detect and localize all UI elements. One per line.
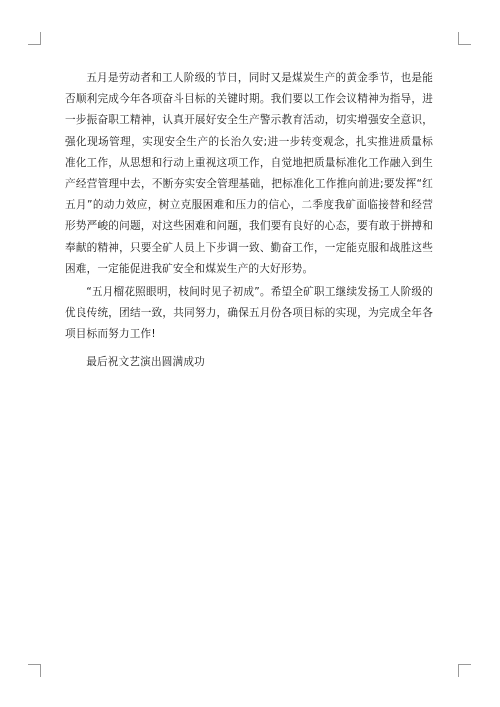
document-body bbox=[65, 68, 433, 375]
corner-mark-top-left bbox=[28, 32, 41, 45]
paragraph-closing: 最后祝文艺演出圆满成功 bbox=[86, 355, 205, 368]
paragraph-main: 五月是劳动者和工人阶级的节日，同时又是煤炭生产的黄金季节，也是能否顺利完成今年各项奋斗目标的关键时期。我们要以工作会议精神为指导，进一步振奋职工精神，认真开展好安全生产警示教育活动，切实增强安全意识，强化现场管理，实现安全生产的长治久安;进一步转变观念，扎实推进质量标准化工作，从思想和行动上重视这项工作，自觉地把质量标准化工作融入到生产经营管理中去，不断夯实安全管理基础，把标准化工作推向前进;要发挥“红五月”的动力效应，树立克服困难和压力的信心，二季度我矿面临接替和经营形势严峻的问题，对这些困难和问题，我们要有良好的心态，要有敢于拼搏和奉献的精神，只要全矿人员上下步调一致、勤奋工作，一定能克服和战胜这些困难，一定能促进我矿安全和煤炭生产的大好形势。 bbox=[65, 72, 433, 275]
corner-mark-bottom-left bbox=[28, 664, 41, 677]
corner-mark-bottom-right bbox=[458, 664, 471, 677]
corner-mark-top-right bbox=[458, 32, 471, 45]
paragraph-wishes: “五月榴花照眼明，枝间时见子初成”。希望全矿职工继续发扬工人阶级的优良传统，团结一致，共同努力，确保五月份各项目标的实现，为完成全年各项目标而努力工作! bbox=[65, 286, 433, 341]
